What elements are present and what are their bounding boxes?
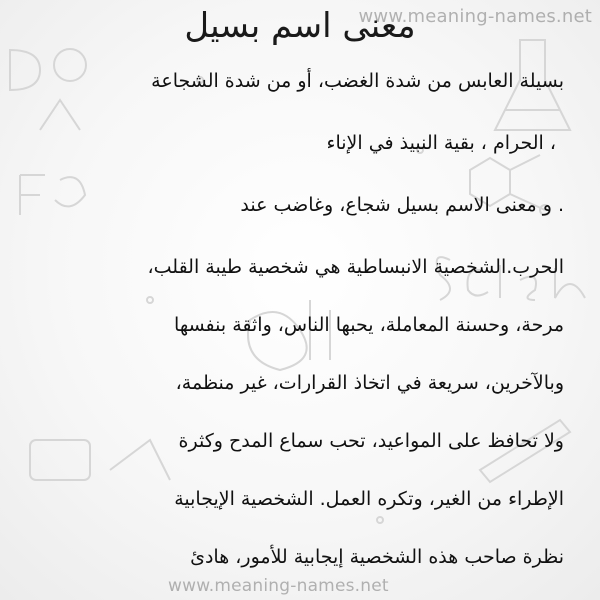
meaning-text [0,60,600,600]
page-title: معنى اسم بسيل [184,6,416,46]
text-line-3: . و معنى الاسم بسيل شجاع، وغاضب عند [240,194,564,216]
watermark-bottom: www.meaning-names.net [168,576,389,596]
text-line-6: وبالآخرين، سريعة في اتخاذ القرارات، غير منظمة، [175,372,564,394]
text-line-4: الحرب.الشخصية الانبساطية هي شخصية طيبة القلب، [147,256,564,278]
text-line-7: ولا تحافظ على المواعيد، تحب سماع المدح وكثرة [178,430,564,452]
text-line-2: ، الحرام ، بقية النبيذ في الإناء [326,132,556,154]
text-line-5: مرحة، وحسنة المعاملة، يحبها الناس، واثقة بنفسها [174,314,564,336]
text-line-9: نظرة صاحب هذه الشخصية إيجابية للأمور، هادئ [190,546,564,568]
text-line-8: الإطراء من الغير، وتكره العمل. الشخصية الإيجابية [174,488,564,510]
text-line-1: بسيلة العابس من شدة الغضب، أو من شدة الشجاعة [151,70,564,92]
watermark-top: www.meaning-names.net [358,6,592,27]
